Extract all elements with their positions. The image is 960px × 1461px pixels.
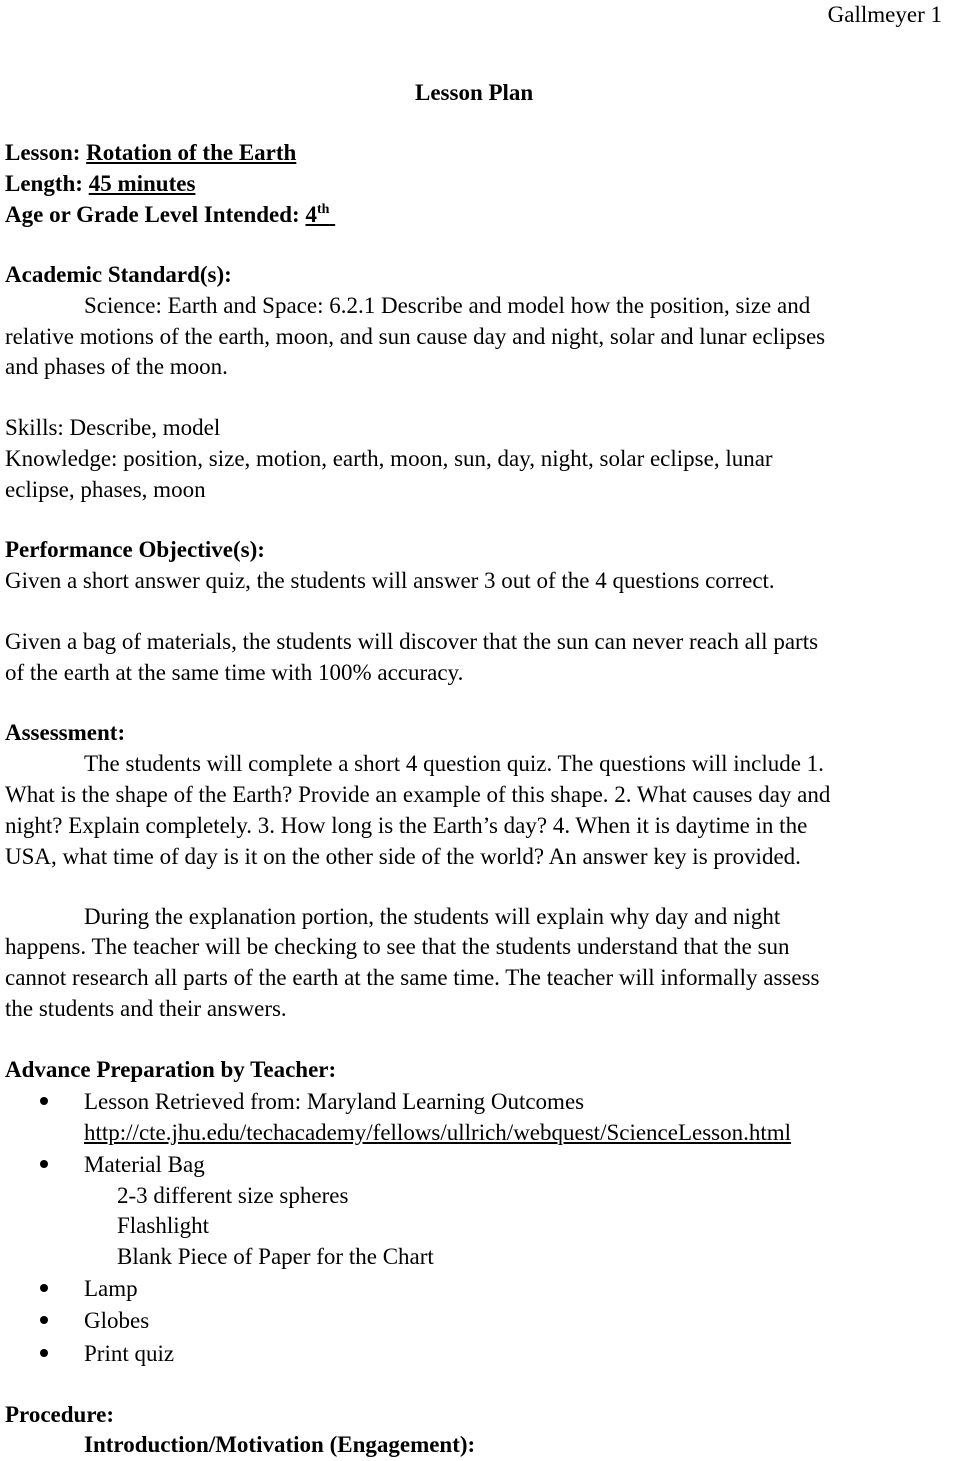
knowledge-line: eclipse, phases, moon xyxy=(5,477,206,502)
assessment-line: What is the shape of the Earth? Provide an example of this shape. 2. What causes day and xyxy=(5,782,831,807)
standards-heading: Academic Standard(s): xyxy=(5,262,232,287)
lesson-line xyxy=(5,141,296,164)
grade-value: 4th xyxy=(305,202,330,227)
preparation-item: Material Bag xyxy=(84,1152,205,1177)
standards-line: relative motions of the earth, moon, and sun cause day and night, solar and lunar eclipses xyxy=(5,324,826,349)
grade-label: Age or Grade Level Intended: xyxy=(5,202,300,227)
assessment-line: USA, what time of day is it on the other side of the world? An answer key is provided. xyxy=(5,844,801,869)
bullet-icon xyxy=(40,1316,48,1324)
objectives-heading: Performance Objective(s): xyxy=(5,537,265,562)
material-item: 2-3 different size spheres xyxy=(117,1183,349,1208)
bullet-icon xyxy=(40,1349,48,1357)
lesson-label: Lesson: xyxy=(5,140,81,165)
lesson-value: Rotation of the Earth xyxy=(86,140,297,165)
preparation-item: Lamp xyxy=(84,1276,138,1301)
bullet-icon xyxy=(40,1097,48,1105)
procedure-subheading: Introduction/Motivation (Engagement): xyxy=(84,1432,476,1457)
objective-line: of the earth at the same time with 100% accuracy. xyxy=(5,660,464,685)
preparation-heading: Advance Preparation by Teacher: xyxy=(5,1057,337,1082)
procedure-heading: Procedure: xyxy=(5,1402,115,1427)
objective-line: Given a bag of materials, the students will discover that the sun can never reach all parts xyxy=(5,629,819,654)
preparation-item: Print quiz xyxy=(84,1341,175,1366)
preparation-item: Globes xyxy=(84,1308,150,1333)
running-head: Gallmeyer 1 xyxy=(827,2,942,27)
preparation-item: Lesson Retrieved from: Maryland Learning Outcomes xyxy=(84,1089,585,1114)
assessment-line: the students and their answers. xyxy=(5,996,287,1021)
material-item: Blank Piece of Paper for the Chart xyxy=(117,1244,434,1269)
page-title: Lesson Plan xyxy=(415,80,534,105)
assessment-heading: Assessment: xyxy=(5,720,126,745)
length-value: 45 minutes xyxy=(88,171,196,196)
assessment-line: The students will complete a short 4 question quiz. The questions will include 1. xyxy=(84,751,824,776)
lesson-source-link[interactable]: http://cte.jhu.edu/techacademy/fellows/ullrich/webquest/ScienceLesson.html xyxy=(84,1120,792,1145)
bullet-icon xyxy=(40,1160,48,1168)
skills-line: Skills: Describe, model xyxy=(5,415,221,440)
objective-line: Given a short answer quiz, the students will answer 3 out of the 4 questions correct. xyxy=(5,568,775,593)
assessment-line: cannot research all parts of the earth at the same time. The teacher will informally assess xyxy=(5,965,820,990)
length-label: Length: xyxy=(5,171,83,196)
assessment-line: During the explanation portion, the students will explain why day and night xyxy=(84,904,781,929)
grade-line xyxy=(5,203,335,226)
knowledge-line: Knowledge: position, size, motion, earth, moon, sun, day, night, solar eclipse, lunar xyxy=(5,446,773,471)
assessment-line: happens. The teacher will be checking to see that the students understand that the sun xyxy=(5,934,790,959)
bullet-icon xyxy=(40,1284,48,1292)
length-line xyxy=(5,172,195,195)
material-item: Flashlight xyxy=(117,1213,210,1238)
assessment-line: night? Explain completely. 3. How long is the Earth’s day? 4. When it is daytime in the xyxy=(5,813,808,838)
standards-line: and phases of the moon. xyxy=(5,354,228,379)
standards-line: Science: Earth and Space: 6.2.1 Describe and model how the position, size and xyxy=(84,293,811,318)
